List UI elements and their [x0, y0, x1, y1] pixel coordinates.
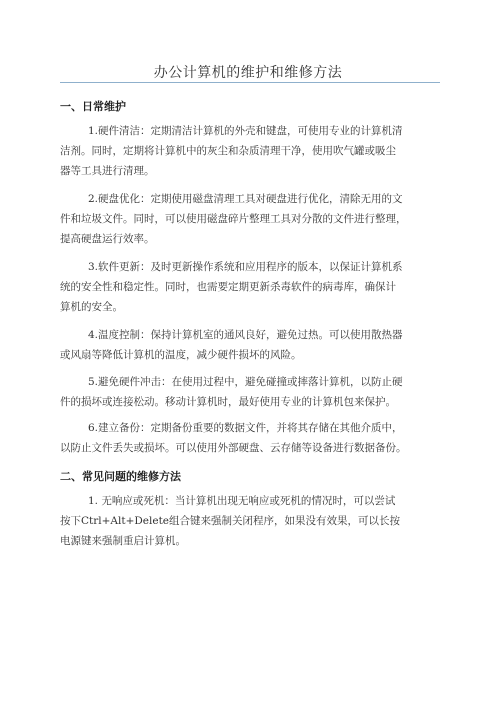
section-heading-repair-methods: 二、常见问题的维修方法 [60, 470, 181, 483]
paragraph-line: 提高硬盘运行效率。 [60, 233, 155, 245]
paragraph-line: 或风扇等降低计算机的温度，减少硬件损坏的风险。 [60, 349, 302, 361]
document-title: 办公计算机的维护和维修方法 [153, 65, 343, 81]
paragraph-line: 4.温度控制：保持计算机室的通风良好，避免过热。可以使用散热器 [88, 329, 403, 341]
paragraph-software-update [60, 257, 444, 317]
section-heading-daily-maintenance: 一、日常维护 [60, 100, 126, 113]
paragraph-line: 器等工具进行清理。 [60, 165, 155, 177]
paragraph-line: 算机的安全。 [60, 301, 123, 313]
paragraph-line: 6.建立备份：定期备份重要的数据文件，并将其存储在其他介质中， [88, 422, 403, 434]
paragraph-avoid-impact [60, 372, 444, 412]
paragraph-line: 统的安全性和稳定性。同时，也需要定期更新杀毒软件的病毒库，确保计 [60, 281, 396, 293]
paragraph-backup [60, 418, 444, 458]
paragraph-disk-optimization [60, 189, 444, 249]
paragraph-hardware-cleaning [60, 121, 444, 181]
paragraph-temperature-control [60, 325, 444, 365]
paragraph-line: 以防止文件丢失或损坏。可以使用外部硬盘、云存储等设备进行数据备份。 [60, 442, 407, 454]
paragraph-line: 3.软件更新：及时更新操作系统和应用程序的版本，以保证计算机系 [88, 261, 403, 273]
paragraph-line: 5.避免硬件冲击：在使用过程中，避免碰撞或摔落计算机，以防止硬 [88, 376, 403, 388]
title-underline [60, 82, 440, 83]
paragraph-line: 件和垃圾文件。同时，可以使用磁盘碎片整理工具对分散的文件进行整理， [60, 213, 407, 225]
paragraph-unresponsive [60, 491, 444, 551]
paragraph-line: 件的损坏或连接松动。移动计算机时，最好使用专业的计算机包来保护。 [60, 396, 396, 408]
paragraph-line: 1. 无响应或死机：当计算机出现无响应或死机的情况时，可以尝试 [88, 495, 396, 507]
paragraph-line: 2.硬盘优化：定期使用磁盘清理工具对硬盘进行优化，清除无用的文 [88, 193, 403, 205]
paragraph-line: 洁剂。同时，定期将计算机中的灰尘和杂质清理干净，使用吹气罐或吸尘 [60, 145, 396, 157]
paragraph-line: 按下Ctrl+Alt+Delete组合键来强制关闭程序，如果没有效果，可以长按 [60, 515, 401, 527]
paragraph-line: 1.硬件清洁：定期清洁计算机的外壳和键盘，可使用专业的计算机清 [88, 125, 403, 137]
paragraph-line: 电源键来强制重启计算机。 [60, 535, 186, 547]
